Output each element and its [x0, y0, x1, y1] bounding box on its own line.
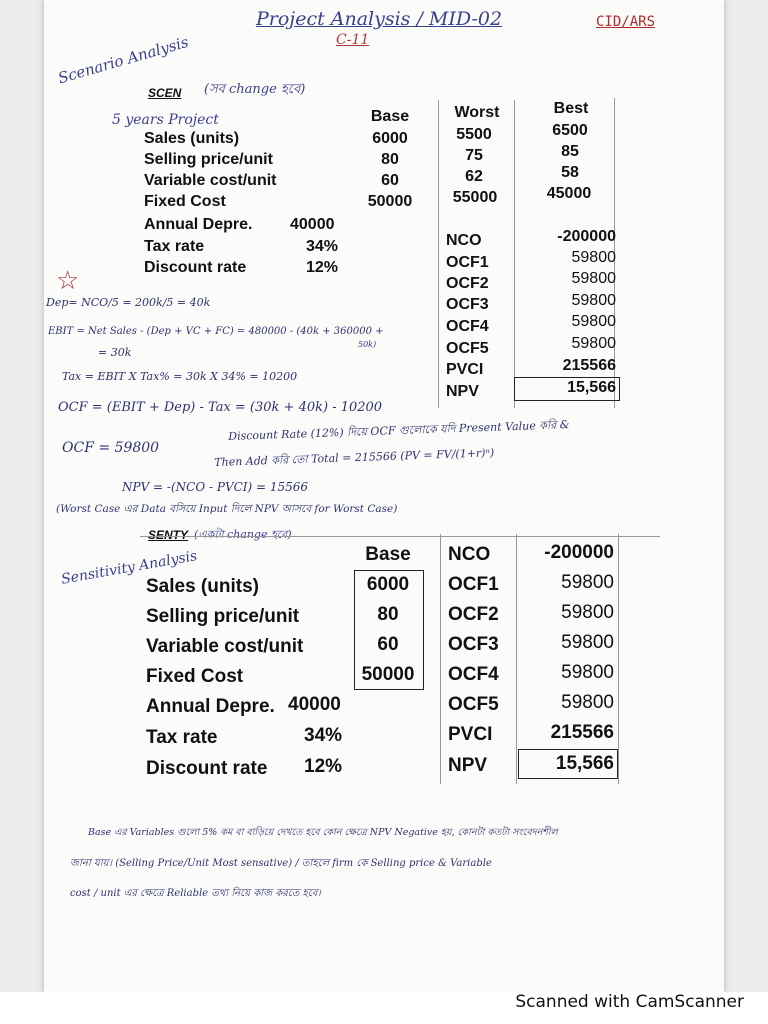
ebit-working: EBIT = Net Sales - (Dep + VC + FC) = 480000 - (40k + 360000 + [48, 326, 384, 337]
senty-tax-label: Tax rate [146, 727, 218, 748]
senty-cf-label: PVCI [448, 724, 493, 745]
scen-cell: 85 [561, 143, 579, 160]
scen-cf-value: 59800 [571, 292, 616, 309]
scen-cf-label: OCF1 [446, 254, 489, 271]
scen-cell: 75 [465, 147, 483, 164]
senty-table-note: (একটা change হবে) [194, 528, 292, 541]
senty-row-label: Variable cost/unit [146, 636, 304, 657]
scen-discount-value: 12% [306, 259, 339, 276]
scen-cell: 80 [381, 151, 399, 168]
senty-cf-label: OCF1 [448, 574, 499, 595]
scen-cf-value: 59800 [571, 249, 616, 266]
senty-cf-label: OCF3 [448, 634, 499, 655]
scen-grid-line [514, 100, 515, 408]
senty-discount-value: 12% [304, 756, 343, 777]
scen-cell: 50000 [367, 193, 413, 210]
senty-grid-line [140, 536, 660, 537]
ebit-result: = 30k [98, 346, 132, 359]
scen-cf-label: OCF5 [446, 340, 489, 357]
class-tag: C-11 [336, 32, 370, 48]
scanner-watermark: Scanned with CamScanner [515, 992, 744, 1012]
scen-cell: 62 [465, 168, 483, 185]
scen-row-label: Fixed Cost [144, 193, 226, 210]
senty-cf-label: OCF4 [448, 664, 499, 685]
senty-cell: 80 [377, 604, 399, 625]
scenario-side-heading: Scenario Analysis [56, 32, 191, 88]
senty-cf-label: NCO [448, 544, 491, 565]
senty-row-label: Selling price/unit [146, 606, 300, 627]
scen-col-best: Best [553, 100, 589, 117]
worst-case-note: (Worst Case এর Data বসিয়ে Input দিলে NPV আসবে for Worst Case) [56, 503, 398, 515]
ocf-working: OCF = (EBIT + Dep) - Tax = (30k + 40k) - 10200 [58, 400, 383, 415]
project-note: 5 years Project [112, 112, 219, 128]
scen-grid-line [438, 100, 439, 408]
conclusion-line-1: Base এর Variables গুলো 5% কম বা বাড়িয়ে দেখতে হবে কোন ক্ষেত্রে NPV Negative হয়, কোনটা কতটা সংবেদনশীল [88, 827, 558, 838]
scen-col-base: Base [370, 108, 410, 125]
scen-cf-label: OCF4 [446, 318, 489, 335]
scen-row-label: Variable cost/unit [144, 172, 277, 189]
senty-cell: 6000 [366, 574, 410, 595]
senty-cf-label: OCF2 [448, 604, 499, 625]
senty-grid-line [618, 534, 619, 784]
star-icon: ☆ [56, 266, 80, 296]
senty-row-label: Fixed Cost [146, 666, 244, 687]
scen-col-worst: Worst [454, 104, 500, 121]
cid-label: CID/ARS [596, 14, 656, 30]
paper-sheet [44, 0, 724, 992]
scen-cell: 6000 [372, 130, 408, 147]
scen-npv-value: 15,566 [567, 379, 616, 396]
scen-cf-label: NPV [446, 383, 479, 400]
senty-cell: 50000 [361, 664, 415, 685]
scen-cell: 45000 [546, 185, 592, 202]
senty-cf-value: 215566 [550, 722, 614, 743]
scen-cf-value: 215566 [562, 357, 616, 374]
senty-depre-label: Annual Depre. [146, 696, 275, 717]
senty-cf-label: NPV [448, 755, 488, 776]
scen-cell: 5500 [456, 126, 492, 143]
senty-table-name: SENTY [148, 528, 189, 542]
discount-note-1: Discount Rate (12%) দিয়ে OCF গুলোকে যদি Present Value করি & [228, 418, 570, 443]
conclusion-line-3: cost / unit এর ক্ষেত্রে Reliable তথ্য নিয়ে কাজ করতে হবে। [70, 888, 321, 899]
senty-cf-value: 59800 [561, 662, 614, 683]
scen-cell: 58 [561, 164, 579, 181]
senty-cf-value: 59800 [561, 632, 614, 653]
conclusion-line-2: জানা যায়। (Selling Price/Unit Most sensative) / তাহলে firm কে Selling price & Variable [70, 858, 492, 869]
scen-discount-label: Discount rate [144, 259, 247, 276]
scanner-footer [0, 992, 768, 1024]
scen-cell: 6500 [552, 122, 588, 139]
ebit-small-note: 50k) [358, 340, 377, 349]
scen-cf-value: 59800 [571, 313, 616, 330]
scen-cf-label: PVCI [446, 361, 484, 378]
senty-discount-label: Discount rate [146, 758, 268, 779]
ocf-result: OCF = 59800 [62, 440, 160, 456]
scen-cf-value: 59800 [571, 335, 616, 352]
sensitivity-side-heading: Sensitivity Analysis [60, 548, 199, 588]
scen-cf-label: OCF3 [446, 296, 489, 313]
senty-grid-line [516, 534, 517, 784]
senty-tax-value: 34% [304, 725, 343, 746]
scen-cell: 60 [381, 172, 399, 189]
scen-table-name: SCEN [148, 86, 182, 100]
senty-cf-value: 59800 [561, 602, 614, 623]
senty-cf-value: 59800 [561, 572, 614, 593]
dep-working: Dep= NCO/5 = 200k/5 = 40k [46, 296, 211, 309]
senty-cell: 60 [377, 634, 399, 655]
scen-cf-label: NCO [446, 232, 482, 249]
tax-working: Tax = EBIT X Tax% = 30k X 34% = 10200 [62, 370, 298, 383]
scen-tax-value: 34% [306, 238, 339, 255]
npv-working: NPV = -(NCO - PVCI) = 15566 [122, 480, 309, 494]
senty-col-base: Base [365, 544, 411, 565]
scen-depre-value: 40000 [290, 216, 335, 233]
senty-depre-value: 40000 [288, 694, 341, 715]
scen-table-note: (সব change হবে) [204, 82, 306, 97]
senty-cf-value: 59800 [561, 692, 614, 713]
scen-cf-label: OCF2 [446, 275, 489, 292]
senty-cf-label: OCF5 [448, 694, 499, 715]
senty-row-label: Sales (units) [146, 576, 259, 597]
senty-cf-value: -200000 [544, 542, 614, 563]
scen-cell: 55000 [452, 189, 498, 206]
scen-row-label: Selling price/unit [144, 151, 273, 168]
scen-cf-value: -200000 [557, 228, 616, 245]
scen-depre-label: Annual Depre. [144, 216, 253, 233]
scen-cf-value: 59800 [571, 270, 616, 287]
senty-grid-line [440, 534, 441, 784]
senty-npv-value: 15,566 [555, 753, 614, 774]
discount-note-2: Then Add করি তো Total = 215566 (PV = FV/(1+r)ⁿ) [214, 446, 495, 469]
page-title: Project Analysis / MID-02 [256, 8, 503, 30]
scen-row-label: Sales (units) [144, 130, 240, 147]
scen-tax-label: Tax rate [144, 238, 205, 255]
